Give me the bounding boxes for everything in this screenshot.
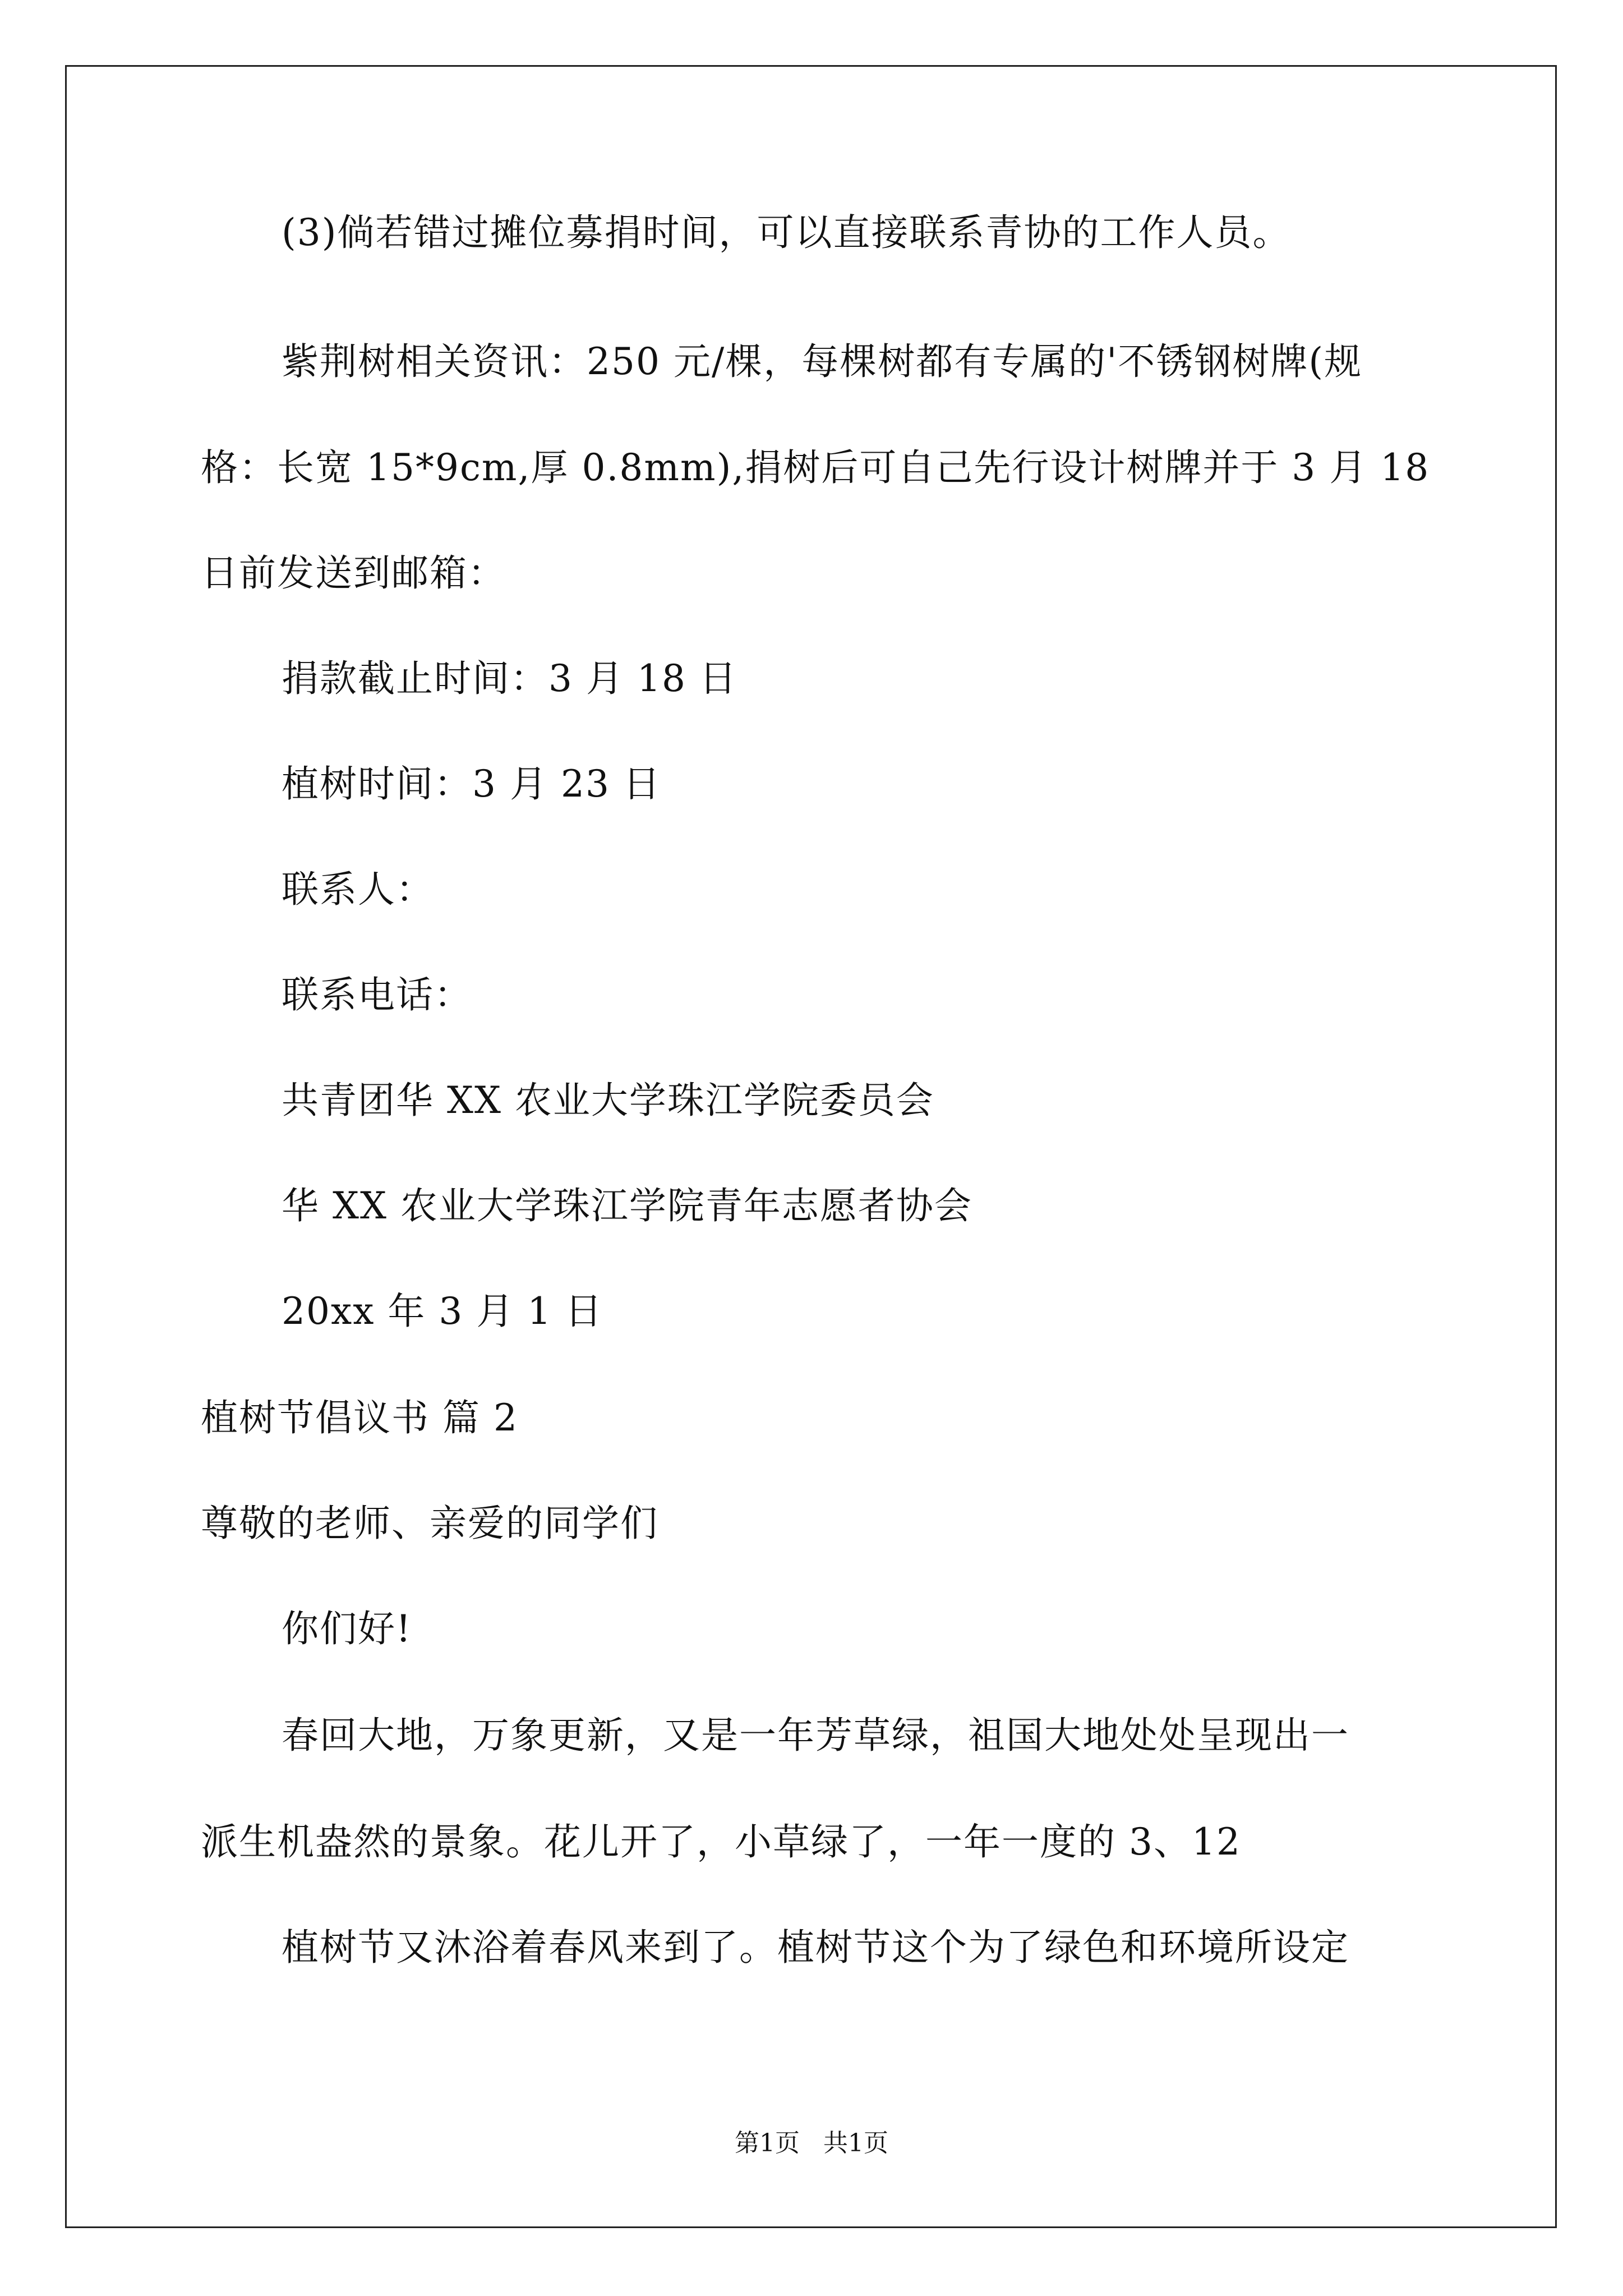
greeting: 你们好! [282, 1607, 412, 1650]
page-footer: 第1页 共1页 [735, 2129, 888, 2157]
body-line-7: 联系人： [282, 868, 434, 911]
salutation: 尊敬的老师、亲爱的同学们 [201, 1502, 658, 1545]
body-line-9: 共青团华 XX 农业大学珠江学院委员会 [282, 1079, 934, 1122]
section-heading: 植树节倡议书 篇 2 [201, 1396, 518, 1439]
body-line-3: 格：长宽 15*9cm,厚 0.8mm),捐树后可自己先行设计树牌并于 3 月 18 [201, 446, 1430, 489]
body-line-8: 联系电话： [282, 973, 472, 1016]
body-line-4: 日前发送到邮箱： [201, 551, 506, 595]
body-line-16: 派生机盎然的景象。花儿开了，小草绿了，一年一度的 3、12 [201, 1820, 1241, 1864]
body-line-1: (3)倘若错过摊位募捐时间，可以直接联系青协的工作人员。 [282, 211, 1291, 254]
body-line-6: 植树时间：3 月 23 日 [282, 762, 661, 806]
body-line-10: 华 XX 农业大学珠江学院青年志愿者协会 [282, 1184, 972, 1227]
body-line-15: 春回大地，万象更新，又是一年芳草绿，祖国大地处处呈现出一 [282, 1714, 1349, 1757]
body-line-2: 紫荆树相关资讯：250 元/棵，每棵树都有专属的'不锈钢树牌(规 [282, 340, 1363, 383]
body-line-17: 植树节又沐浴着春风来到了。植树节这个为了绿色和环境所设定 [282, 1926, 1349, 1969]
body-line-11: 20xx 年 3 月 1 日 [282, 1290, 603, 1333]
body-line-5: 捐款截止时间：3 月 18 日 [282, 657, 737, 700]
page-border [65, 65, 1557, 2228]
